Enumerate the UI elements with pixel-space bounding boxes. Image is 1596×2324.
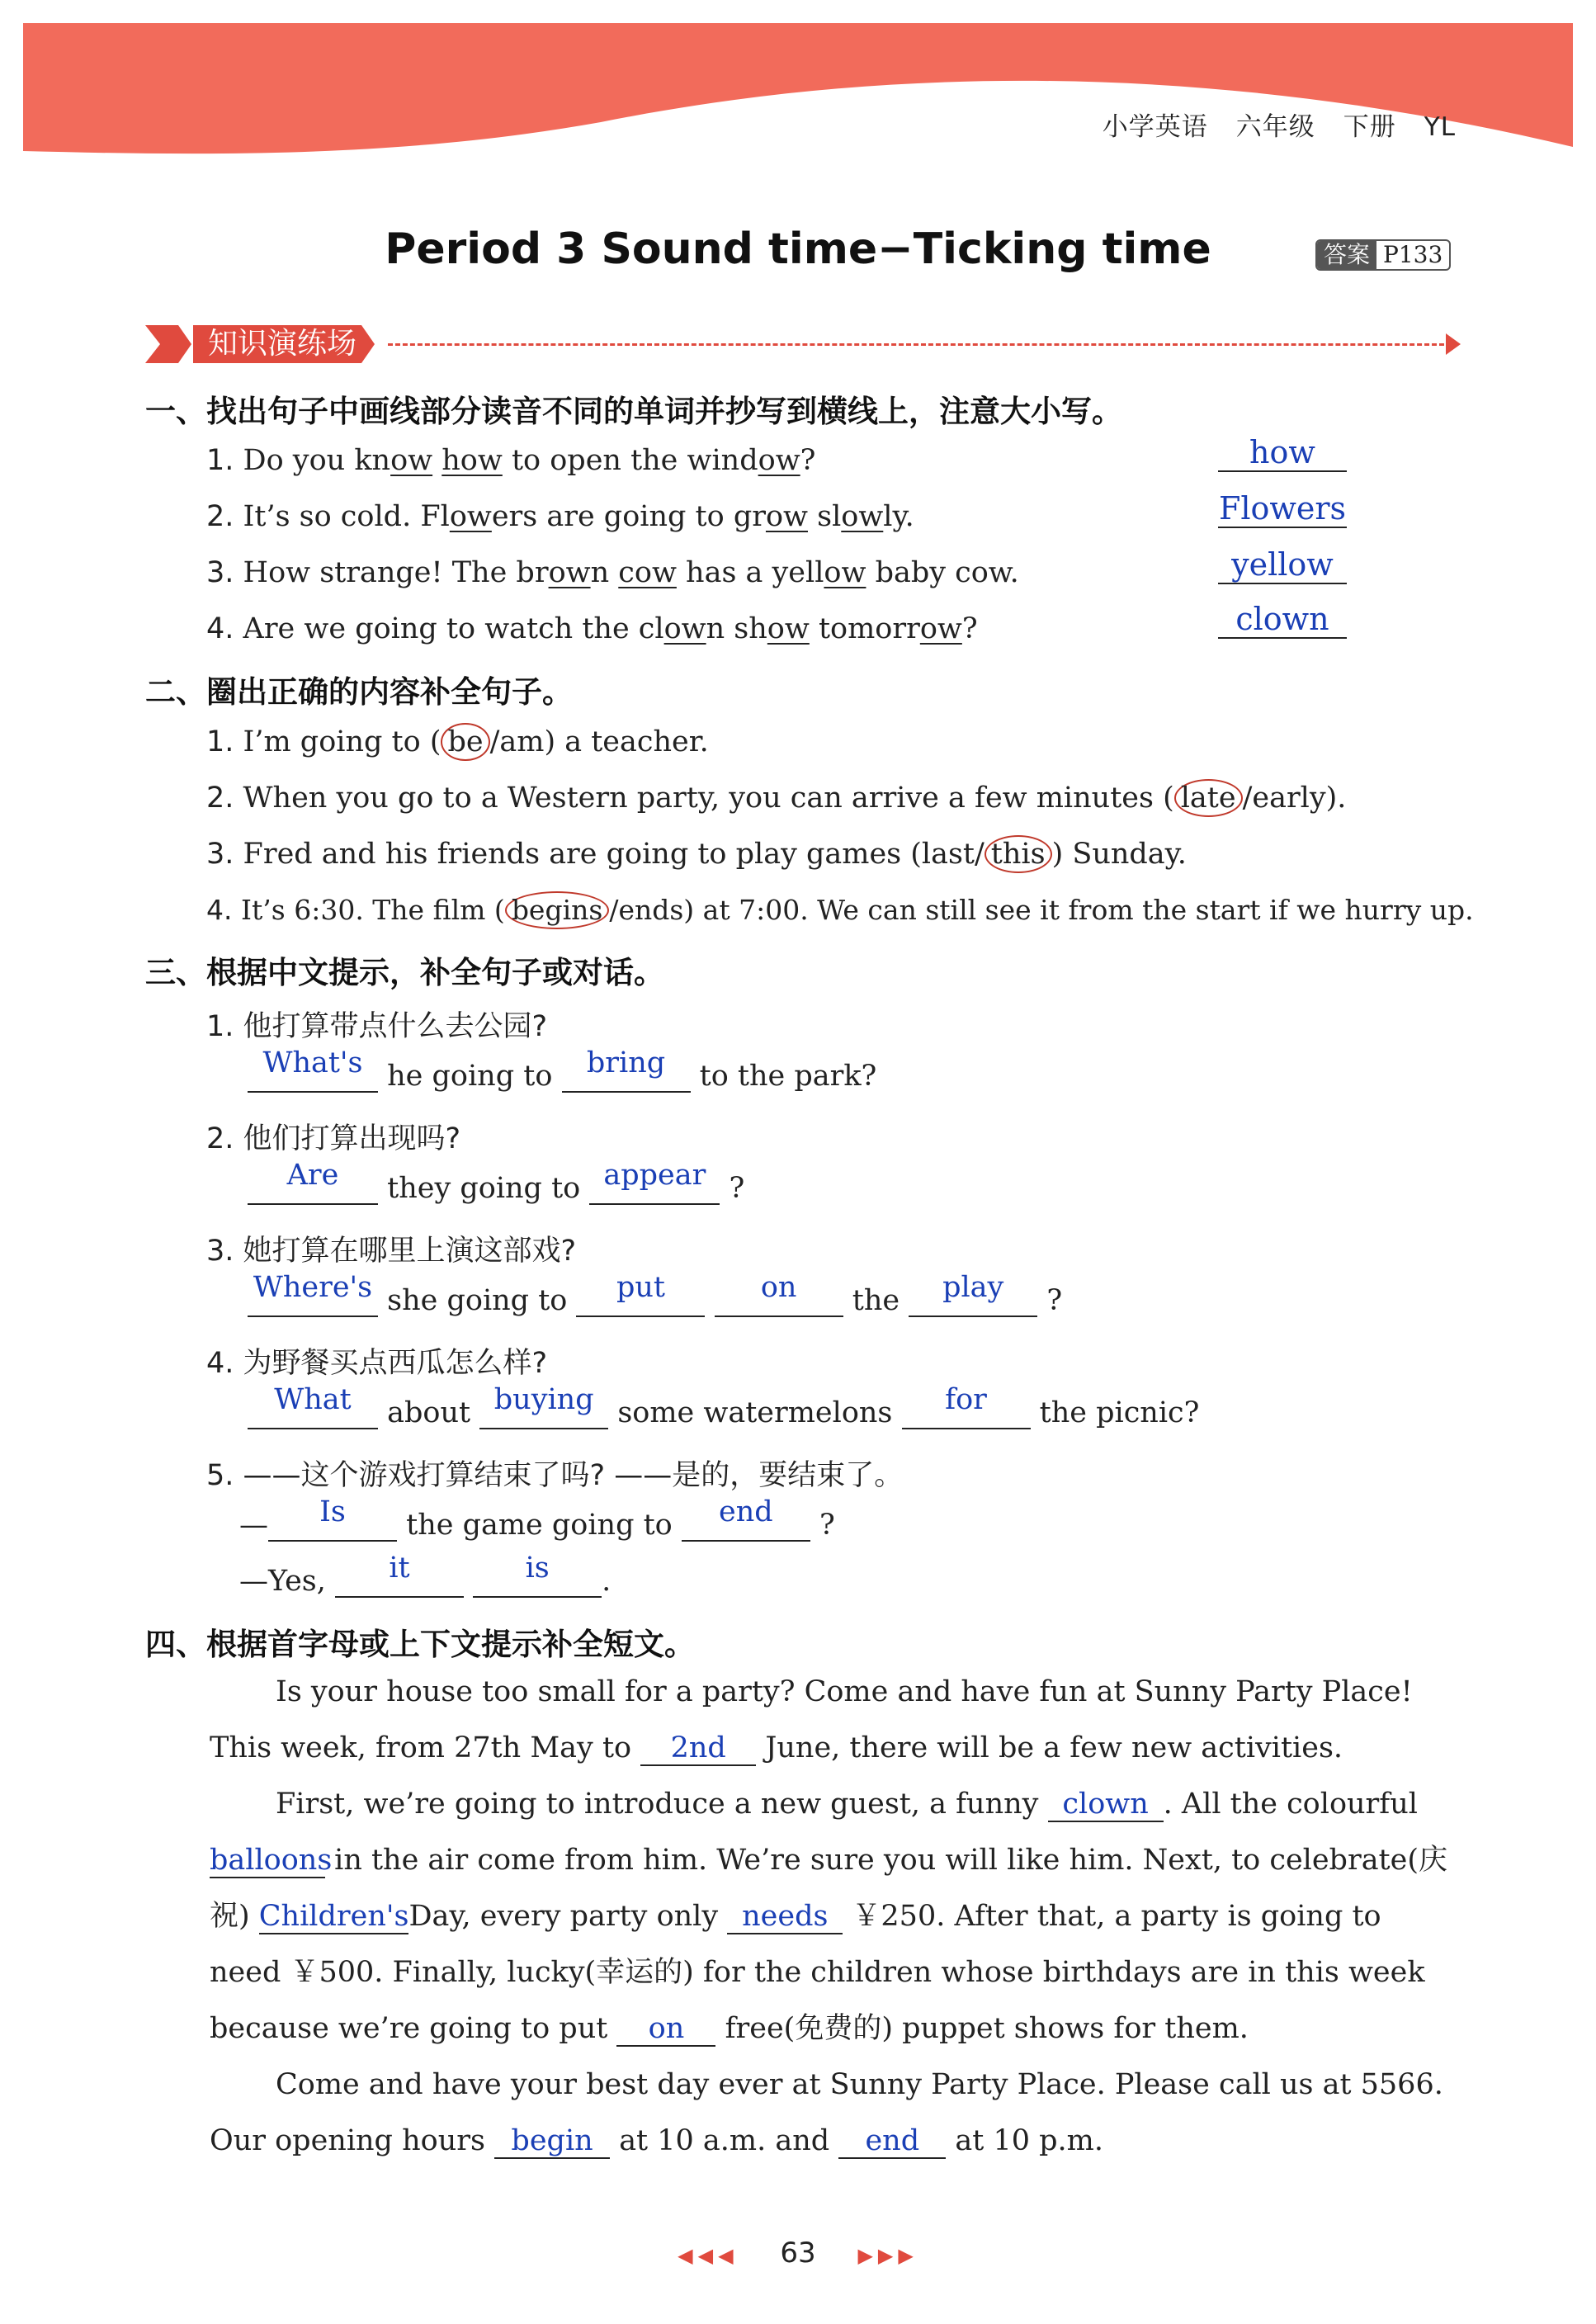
circled-choice[interactable]: begins [505, 891, 610, 929]
q1-heading: 一、找出句子中画线部分读音不同的单词并抄写到横线上，注意大小写。 [145, 394, 1122, 429]
q4-paragraph-2: First, we’re going to introduce a new guest, a funny clown . All the colourful balloons in the air come from him. We’re sure you will like him. Next, to celebrate(庆祝) Children'sDay, every party only needs ￥250. After that, a party is going to need ￥500. Finally, lucky(幸运的) for the children whose birthdays are in this week because we’re going to put on free(免费的) puppet shows for them. [210, 1788, 1447, 2045]
q3-item-2-prompt: 2. 他们打算出现吗? [206, 1122, 461, 1155]
q1-sentence-2: 2. It’s so cold. Flowers are going to grow slowly. [206, 500, 914, 533]
blank[interactable]: 2nd [640, 1731, 756, 1766]
blank[interactable]: What [248, 1391, 378, 1429]
circled-choice[interactable]: be [441, 723, 489, 761]
q1-answer-3[interactable]: yellow [1218, 546, 1347, 584]
q3-heading: 三、根据中文提示，补全句子或对话。 [145, 955, 664, 990]
answer-label: 答案 [1317, 241, 1376, 269]
blank[interactable]: Is [268, 1504, 397, 1542]
q2-item-1: 1. I’m going to ( be /am) a teacher. [206, 723, 709, 761]
next-arrows-icon: ▶▶▶ [857, 2244, 918, 2267]
blank[interactable]: Children's [258, 1900, 409, 1933]
q3-item-1-answer: What's he going to bring to the park? [248, 1055, 876, 1093]
q3-item-5-prompt: 5. ——这个游戏打算结束了吗? ——是的，要结束了。 [206, 1459, 904, 1492]
header-volume: 下册 [1343, 112, 1396, 142]
blank[interactable]: on [715, 1279, 843, 1317]
section-label: 知识演练场 [208, 327, 357, 361]
blank[interactable]: Where's [248, 1279, 378, 1317]
q1-sentence-3: 3. How strange! The brown cow has a yellow baby cow. [206, 556, 1019, 589]
q2-item-3: 3. Fred and his friends are going to play games (last/ this ) Sunday. [206, 835, 1187, 873]
q2-item-4: 4. It’s 6:30. The film ( begins /ends) at 7:00. We can still see it from the start if we hurry up. [206, 891, 1474, 929]
q2-heading: 二、圈出正确的内容补全句子。 [145, 674, 573, 710]
section-divider [388, 343, 1444, 346]
q3-item-3-answer: Where's she going to put on the play ? [248, 1279, 1062, 1317]
q1-sentence-1: 1. Do you know how to open the window? [206, 444, 816, 477]
q3-item-4-prompt: 4. 为野餐买点西瓜怎么样? [206, 1347, 548, 1380]
blank[interactable]: clown [1048, 1788, 1164, 1822]
blank[interactable]: it [335, 1560, 464, 1598]
header-grade: 六年级 [1235, 112, 1315, 142]
q3-item-1-prompt: 1. 他打算带点什么去公园? [206, 1010, 548, 1043]
blank[interactable]: begin [494, 2124, 610, 2159]
blank[interactable]: put [576, 1279, 705, 1317]
blank[interactable]: for [902, 1391, 1031, 1429]
q2-item-2: 2. When you go to a Western party, you can arrive a few minutes ( late /early). [206, 779, 1346, 817]
page-footer [0, 2237, 1596, 2270]
q3-item-5-reply: —Yes, it is . [239, 1552, 611, 1598]
divider-arrow-icon [1446, 333, 1461, 355]
q1-answer-4[interactable]: clown [1218, 601, 1347, 639]
blank[interactable]: balloons [210, 1844, 333, 1877]
q1-answer-1[interactable]: how [1218, 434, 1347, 472]
header-edition: YL [1424, 112, 1456, 142]
prev-arrows-icon: ◀◀◀ [678, 2244, 739, 2267]
page-number: 63 [780, 2237, 816, 2270]
blank[interactable]: on [616, 2012, 715, 2047]
blank[interactable]: needs [727, 1900, 843, 1934]
q3-item-3-prompt: 3. 她打算在哪里上演这部戏? [206, 1235, 577, 1268]
blank[interactable]: buying [479, 1391, 608, 1429]
blank[interactable]: What's [248, 1055, 378, 1093]
header-subject: 小学英语 [1102, 112, 1208, 142]
answer-page: P133 [1383, 241, 1443, 268]
blank[interactable]: end [682, 1504, 810, 1542]
blank[interactable]: appear [589, 1167, 720, 1205]
blank[interactable]: bring [562, 1055, 691, 1093]
blank[interactable]: play [909, 1279, 1037, 1317]
section-badge [145, 320, 376, 368]
circled-choice[interactable]: late [1174, 779, 1243, 817]
q1-sentence-4: 4. Are we going to watch the clown show tomorrow? [206, 612, 978, 645]
q4-paragraph-1: Is your house too small for a party? Come and have fun at Sunny Party Place! This week, from 27th May to 2nd June, there will be a few new activities. [210, 1675, 1413, 1764]
answer-reference [1315, 239, 1451, 271]
blank[interactable]: end [838, 2124, 946, 2159]
q4-paragraph-3: Come and have your best day ever at Sunny Party Place. Please call us at 5566. Our opening hours begin at 10 a.m. and end at 10 p.m. [210, 2068, 1443, 2157]
q1-answer-2[interactable]: Flowers [1218, 490, 1347, 527]
page-title: Period 3 Sound time−Ticking time [385, 224, 1211, 274]
blank[interactable]: Are [248, 1167, 378, 1205]
q3-item-4-answer: What about buying some watermelons for the picnic? [248, 1391, 1199, 1429]
circled-choice[interactable]: this [985, 835, 1052, 873]
book-header [1074, 106, 1456, 143]
q3-item-5-question: — Is the game going to end ? [239, 1495, 835, 1542]
blank[interactable]: is [473, 1560, 602, 1598]
q3-item-2-answer: Are they going to appear ? [248, 1167, 744, 1205]
q4-heading: 四、根据首字母或上下文提示补全短文。 [145, 1627, 695, 1662]
